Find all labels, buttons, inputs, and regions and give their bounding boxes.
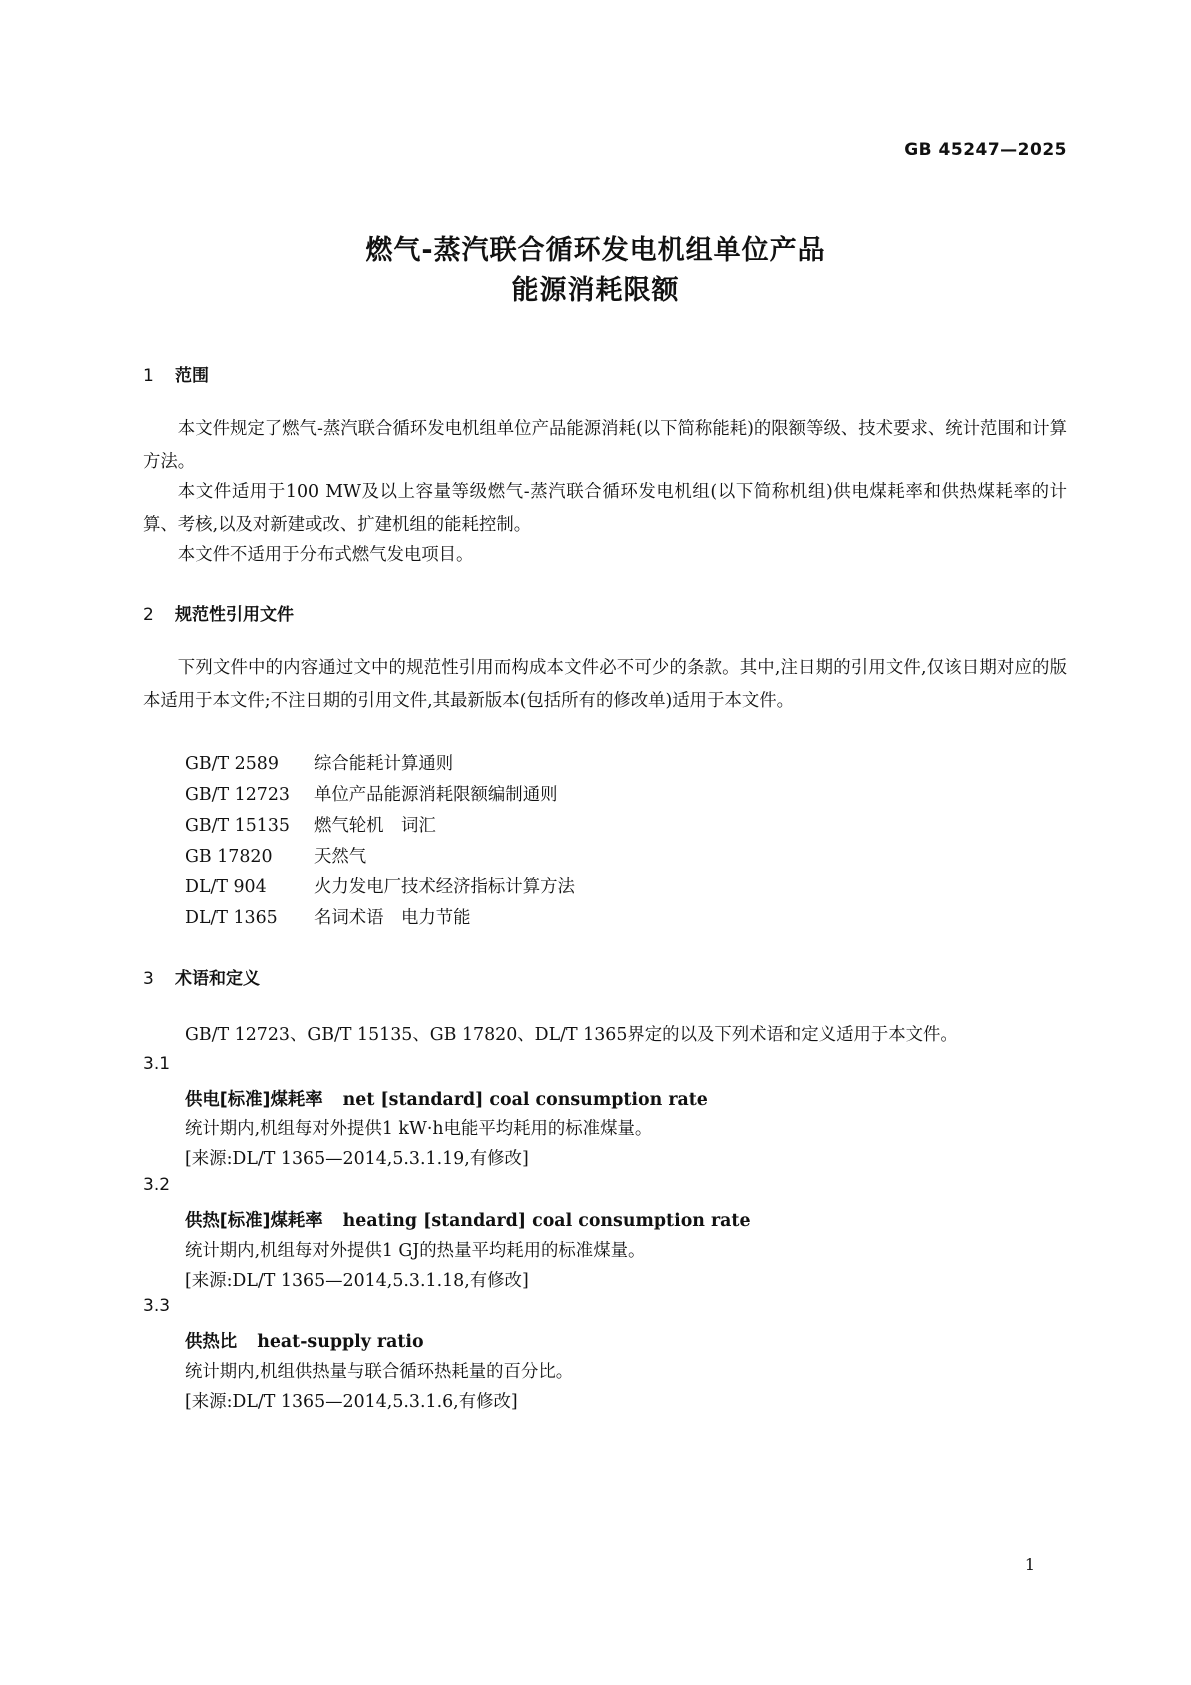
normative-intro: 下列文件中的内容通过文中的规范性引用而构成本文件必不可少的条款。其中,注日期的引用文件,仅该日期对应的版本适用于本文件;不注日期的引用文件,其最新版本(包括所有的修改单)适用于本文件。 bbox=[143, 658, 1067, 711]
term-definition: 统计期内,机组每对外提供1 kW·h电能平均耗用的标准煤量。 bbox=[185, 1119, 653, 1139]
term-definition: 统计期内,机组每对外提供1 GJ的热量平均耗用的标准煤量。 bbox=[185, 1241, 646, 1261]
section-title: 规范性引用文件 bbox=[175, 605, 294, 625]
term-english: net [standard] coal consumption rate bbox=[342, 1090, 708, 1110]
term-number: 3.3 bbox=[143, 1296, 171, 1316]
document-title-line-1: 燃气-蒸汽联合循环发电机组单位产品 bbox=[365, 235, 826, 266]
reference-title: 名词术语 电力节能 bbox=[314, 908, 471, 928]
section-number: 1 bbox=[143, 366, 154, 386]
scope-paragraph-2: 本文件适用于100 MW及以上容量等级燃气-蒸汽联合循环发电机组(以下简称机组)供电煤耗率和供热煤耗率的计算、考核,以及对新建或改、扩建机组的能耗控制。 bbox=[143, 482, 1067, 535]
reference-item bbox=[185, 811, 436, 836]
term-source: [来源:DL/T 1365—2014,5.3.1.18,有修改] bbox=[185, 1271, 529, 1291]
reference-item bbox=[185, 780, 557, 805]
reference-code: DL/T 904 bbox=[185, 877, 267, 897]
section-number: 2 bbox=[143, 605, 154, 625]
reference-title: 燃气轮机 词汇 bbox=[314, 816, 436, 836]
reference-title: 天然气 bbox=[314, 847, 367, 867]
section-title: 范围 bbox=[175, 366, 209, 386]
reference-title: 火力发电厂技术经济指标计算方法 bbox=[314, 877, 575, 897]
term-source: [来源:DL/T 1365—2014,5.3.1.6,有修改] bbox=[185, 1392, 518, 1412]
term-source: [来源:DL/T 1365—2014,5.3.1.19,有修改] bbox=[185, 1149, 529, 1169]
reference-code: GB/T 15135 bbox=[185, 816, 290, 836]
section-title: 术语和定义 bbox=[175, 969, 260, 989]
scope-paragraph-1: 本文件规定了燃气-蒸汽联合循环发电机组单位产品能源消耗(以下简称能耗)的限额等级、技术要求、统计范围和计算方法。 bbox=[143, 419, 1067, 472]
section-2-heading bbox=[143, 600, 294, 625]
reference-title: 综合能耗计算通则 bbox=[314, 754, 454, 774]
document-title-line-2: 能源消耗限额 bbox=[511, 275, 680, 306]
reference-code: GB/T 2589 bbox=[185, 754, 279, 774]
reference-code: GB 17820 bbox=[185, 847, 273, 867]
scope-paragraph-3: 本文件不适用于分布式燃气发电项目。 bbox=[177, 545, 474, 565]
reference-code: DL/T 1365 bbox=[185, 908, 278, 928]
section-1-heading bbox=[143, 361, 209, 386]
terms-intro: GB/T 12723、GB/T 15135、GB 17820、DL/T 1365界定的以及下列术语和定义适用于本文件。 bbox=[185, 1025, 958, 1045]
page-number: 1 bbox=[1024, 1555, 1035, 1574]
term-english: heat-supply ratio bbox=[257, 1332, 424, 1352]
term-title bbox=[185, 1085, 708, 1110]
section-3-heading bbox=[143, 964, 260, 989]
section-number: 3 bbox=[143, 969, 154, 989]
reference-item bbox=[185, 842, 366, 867]
term-definition: 统计期内,机组供热量与联合循环热耗量的百分比。 bbox=[185, 1362, 574, 1382]
reference-item bbox=[185, 872, 575, 897]
standard-code: GB 45247—2025 bbox=[904, 140, 1067, 160]
reference-item bbox=[185, 749, 453, 774]
term-number: 3.1 bbox=[143, 1054, 171, 1074]
reference-code: GB/T 12723 bbox=[185, 785, 290, 805]
term-chinese: 供热[标准]煤耗率 bbox=[185, 1211, 323, 1231]
term-english: heating [standard] coal consumption rate bbox=[342, 1211, 751, 1231]
term-title bbox=[185, 1327, 424, 1352]
term-title bbox=[185, 1206, 751, 1231]
term-number: 3.2 bbox=[143, 1175, 171, 1195]
term-chinese: 供电[标准]煤耗率 bbox=[185, 1090, 323, 1110]
term-chinese: 供热比 bbox=[185, 1332, 238, 1352]
reference-title: 单位产品能源消耗限额编制通则 bbox=[314, 785, 558, 805]
reference-item bbox=[185, 903, 471, 928]
